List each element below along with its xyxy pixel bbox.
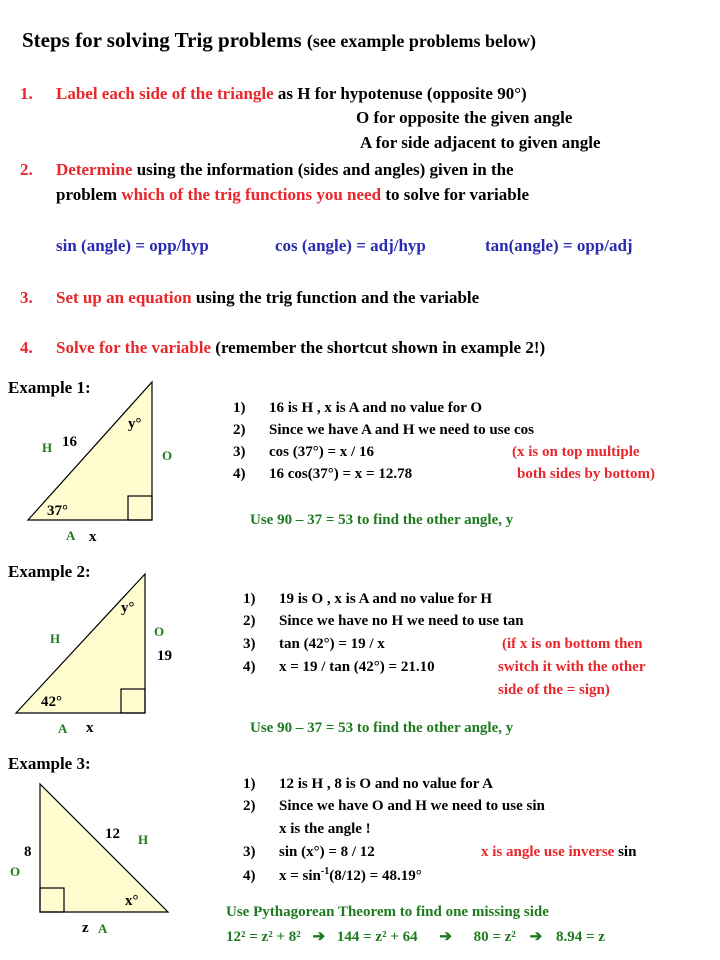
example-3-base-z: z xyxy=(82,920,89,936)
example-1-angle-37: 37° xyxy=(47,503,68,519)
example-1-line-1: 1) 16 is H , x is A and no value for O xyxy=(233,400,483,416)
example-2-note-2: switch it with the other xyxy=(498,659,646,675)
example-2-label: Example 2: xyxy=(8,562,91,581)
example-3-line-2b: x is the angle ! xyxy=(279,821,371,837)
example-3-opp-value: 8 xyxy=(24,844,32,860)
example-3-label-h: H xyxy=(138,832,149,847)
example-2-line-3: 3) tan (42°) = 19 / x xyxy=(243,636,385,652)
step-1-a-def: A for side adjacent to given angle xyxy=(360,133,601,152)
arrow-right-icon: ➔ xyxy=(439,929,452,945)
example-2-label-h: H xyxy=(50,631,61,646)
example-1-line-3: 3) cos (37°) = x / 16 xyxy=(233,444,374,460)
example-3-line-1: 1) 12 is H , 8 is O and no value for A xyxy=(243,776,493,792)
formula-tan: tan(angle) = opp/adj xyxy=(485,236,633,255)
example-3-pythagorean-title: Use Pythagorean Theorem to find one missing side xyxy=(226,904,549,920)
example-2-opp-value: 19 xyxy=(157,648,172,664)
arrow-right-icon: ➔ xyxy=(312,929,326,945)
example-1-label-h: H xyxy=(42,440,53,455)
step-3: 3. Set up an equation using the trig function and the variable xyxy=(20,288,480,307)
example-2-angle-42: 42° xyxy=(41,694,62,710)
step-1-o-def: O for opposite the given angle xyxy=(356,108,573,127)
step-2: 2. Determine using the information (sides and angles) given in the xyxy=(20,160,514,179)
example-2-note-1: (if x is on bottom then xyxy=(502,636,643,652)
example-3-hyp-value: 12 xyxy=(105,826,120,842)
example-3-label-o: O xyxy=(10,864,21,879)
formula-cos: cos (angle) = adj/hyp xyxy=(275,236,426,255)
step-1: 1. Label each side of the triangle as H for hypotenuse (opposite 90°) xyxy=(20,84,527,103)
example-2-line-2: 2) Since we have no H we need to use tan xyxy=(243,613,524,629)
example-2-line-4: 4) x = 19 / tan (42°) = 21.10 xyxy=(243,659,435,675)
example-3-note: x is angle use inverse sin xyxy=(481,844,637,860)
example-1-base-x: x xyxy=(89,529,97,545)
step-2-line2: problem which of the trig functions you need to solve for variable xyxy=(56,185,529,204)
example-1-angle-y: y° xyxy=(128,416,142,432)
example-1-line-4: 4) 16 cos(37°) = x = 12.78 xyxy=(233,466,413,482)
example-2-line-1: 1) 19 is O , x is A and no value for H xyxy=(243,591,493,607)
formula-sin: sin (angle) = opp/hyp xyxy=(56,236,209,255)
example-1-angle-note: Use 90 – 37 = 53 to find the other angle, y xyxy=(250,512,514,528)
example-2-note-3: side of the = sign) xyxy=(498,682,610,698)
example-3-line-2: 2) Since we have O and H we need to use sin xyxy=(243,798,545,814)
arrow-right-icon: ➔ xyxy=(529,929,543,945)
example-2-angle-y: y° xyxy=(121,600,135,616)
example-1-note-2: both sides by bottom) xyxy=(517,466,655,482)
page-title: Steps for solving Trig problems (see example problems below) xyxy=(22,28,537,52)
example-2-label-o: O xyxy=(154,624,165,639)
example-1-note-1: (x is on top multiple xyxy=(512,444,640,460)
example-1-line-2: 2) Since we have A and H we need to use cos xyxy=(233,422,535,438)
step-4: 4. Solve for the variable (remember the shortcut shown in example 2!) xyxy=(20,338,546,357)
example-1-label: Example 1: xyxy=(8,378,91,397)
example-2-angle-note: Use 90 – 37 = 53 to find the other angle, y xyxy=(250,720,514,736)
example-3-label-a: A xyxy=(98,921,108,936)
example-3-line-3: 3) sin (x°) = 8 / 12 xyxy=(243,844,375,860)
example-1-hyp-value: 16 xyxy=(62,434,77,450)
example-3-pythagorean-steps: 12² = z² + 8² ➔ 144 = z² + 64 ➔ 80 = z² ➔ 8.94 = z xyxy=(226,929,605,945)
example-3-triangle-shape xyxy=(40,784,168,912)
example-2-label-a: A xyxy=(58,721,68,736)
example-1-label-a: A xyxy=(66,528,76,543)
example-2-base-x: x xyxy=(86,720,94,736)
example-1-label-o: O xyxy=(162,448,173,463)
example-3-label: Example 3: xyxy=(8,754,91,773)
example-3-line-4: 4) $x = \sin^{-1}(8/12) = 48.19^\circ$ xyxy=(243,866,422,884)
example-3-angle-x: x° xyxy=(125,893,139,909)
